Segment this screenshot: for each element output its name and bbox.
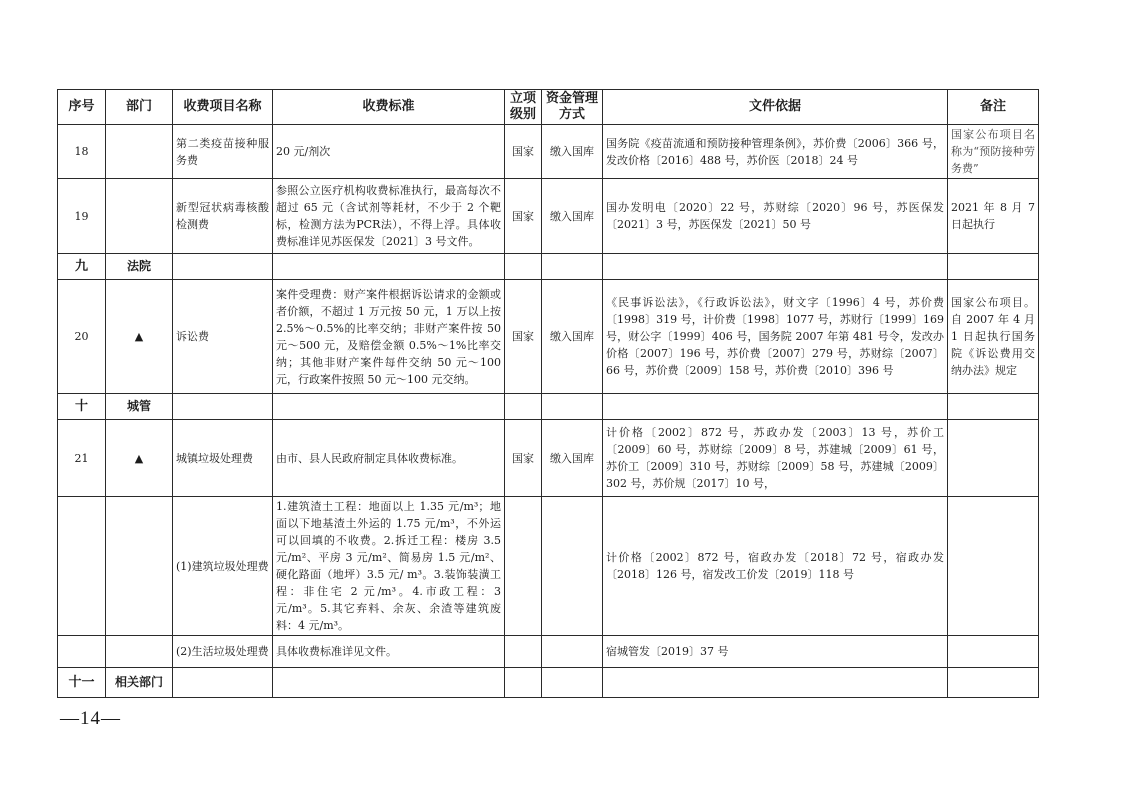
header-standard: 收费标准: [273, 90, 505, 125]
page-number: —14—: [60, 708, 121, 729]
cell-no: [58, 497, 106, 636]
section-number: 十: [58, 394, 106, 420]
table-row: [58, 636, 1039, 668]
cell-item: (1)建筑垃圾处理费: [173, 497, 273, 636]
cell-level: 国家: [505, 420, 542, 497]
header-fund: 资金管理方式: [542, 90, 603, 125]
table-row: [58, 497, 1039, 636]
cell-standard: 20 元/剂次: [273, 125, 505, 179]
cell-fund: 缴入国库: [542, 125, 603, 179]
section-row: [58, 394, 1039, 420]
cell-remark: [948, 497, 1039, 636]
cell-level: 国家: [505, 179, 542, 254]
cell-no: 20: [58, 280, 106, 394]
header-remark: 备注: [948, 90, 1039, 125]
section-number: 九: [58, 254, 106, 280]
cell-basis: 《民事诉讼法》，《行政诉讼法》，财文字〔1996〕4 号，苏价费〔1998〕319 号，计价费〔1998〕1077 号，苏财行〔1999〕169 号，财公字〔1999〕406 号，国务院 2007 年第 481 号令，发改办价格〔2007〕196 号，苏价费〔2007〕279 号，苏财综〔2007〕66 号，苏价费〔2009〕158 号，苏价费〔2010〕396 号: [603, 280, 948, 394]
section-name: 法院: [106, 254, 173, 280]
cell-basis: 计价格〔2002〕872 号，宿政办发〔2018〕72 号，宿政办发〔2018〕126 号，宿发改工价发〔2019〕118 号: [603, 497, 948, 636]
cell-no: 18: [58, 125, 106, 179]
cell-level: 国家: [505, 125, 542, 179]
cell-no: 21: [58, 420, 106, 497]
cell-level: 国家: [505, 280, 542, 394]
cell-item: 第二类疫苗接种服务费: [173, 125, 273, 179]
section-row: [58, 254, 1039, 280]
cell-fund: [542, 636, 603, 668]
cell-dept: ▲: [106, 420, 173, 497]
fee-table: [57, 89, 1039, 698]
cell-remark: 国家公布项目名称为“预防接种劳务费”: [948, 125, 1039, 179]
section-number: 十一: [58, 668, 106, 698]
header-no: 序号: [58, 90, 106, 125]
table-row: [58, 125, 1039, 179]
cell-item: 新型冠状病毒核酸检测费: [173, 179, 273, 254]
table-row: [58, 179, 1039, 254]
cell-dept: [106, 636, 173, 668]
cell-remark: [948, 420, 1039, 497]
cell-standard: 案件受理费：财产案件根据诉讼请求的金额或者价额，不超过 1 万元按 50 元，1 万以上按 2.5%～0.5%的比率交纳；非财产案件按 50 元～500 元，及赔偿金额 0.5%～1%比率交纳；其他非财产案件每件交纳 50 元～100 元，行政案件按照 50 元～100 元交纳。: [273, 280, 505, 394]
cell-remark: 国家公布项目。自 2007 年 4 月 1 日起执行国务院《诉讼费用交纳办法》规定: [948, 280, 1039, 394]
cell-standard: 具体收费标准详见文件。: [273, 636, 505, 668]
cell-basis: 宿城管发〔2019〕37 号: [603, 636, 948, 668]
header-level: 立项级别: [505, 90, 542, 125]
cell-standard: 由市、县人民政府制定具体收费标准。: [273, 420, 505, 497]
cell-no: 19: [58, 179, 106, 254]
cell-basis: 计价格〔2002〕872 号，苏政办发〔2003〕13 号，苏价工〔2009〕60 号，苏财综〔2009〕8 号，苏建城〔2009〕61 号，苏价工〔2009〕310 号，苏财综〔2009〕58 号，苏建城〔2009〕302 号，苏价规〔2017〕10 号，: [603, 420, 948, 497]
cell-standard: 1.建筑渣土工程：地面以上 1.35 元/m³；地面以下地基渣土外运的 1.75 元/m³，不外运可以回填的不收费。2.拆迁工程：楼房 3.5 元/m²、平房 3 元/m²、简易房 1.5 元/m²、硬化路面（地坪）3.5 元/ m³。3.装饰装潢工程：非住宅 2 元/m³。4.市政工程：3 元/m³。5.其它弃料、余灰、余渣等建筑废料：4 元/m³。: [273, 497, 505, 636]
cell-dept: [106, 125, 173, 179]
cell-level: [505, 636, 542, 668]
cell-fund: [542, 497, 603, 636]
cell-basis: 国务院《疫苗流通和预防接种管理条例》，苏价费〔2006〕366 号，发改价格〔2016〕488 号，苏价医〔2018〕24 号: [603, 125, 948, 179]
cell-dept: [106, 179, 173, 254]
section-name: 相关部门: [106, 668, 173, 698]
header-row: [58, 90, 1039, 125]
header-dept: 部门: [106, 90, 173, 125]
cell-fund: 缴入国库: [542, 179, 603, 254]
cell-dept: ▲: [106, 280, 173, 394]
cell-item: (2)生活垃圾处理费: [173, 636, 273, 668]
cell-no: [58, 636, 106, 668]
cell-basis: 国办发明电〔2020〕22 号，苏财综〔2020〕96 号，苏医保发〔2021〕3 号，苏医保发〔2021〕50 号: [603, 179, 948, 254]
cell-standard: 参照公立医疗机构收费标准执行，最高每次不超过 65 元（含试剂等耗材，不少于 2 个靶标，检测方法为PCR法），不得上浮。具体收费标准详见苏医保发〔2021〕3 号文件。: [273, 179, 505, 254]
header-item: 收费项目名称: [173, 90, 273, 125]
cell-fund: 缴入国库: [542, 280, 603, 394]
cell-remark: [948, 636, 1039, 668]
section-name: 城管: [106, 394, 173, 420]
cell-level: [505, 497, 542, 636]
cell-item: 城镇垃圾处理费: [173, 420, 273, 497]
table-row: [58, 420, 1039, 497]
cell-fund: 缴入国库: [542, 420, 603, 497]
section-row: [58, 668, 1039, 698]
table-row: [58, 280, 1039, 394]
header-basis: 文件依据: [603, 90, 948, 125]
cell-item: 诉讼费: [173, 280, 273, 394]
cell-dept: [106, 497, 173, 636]
cell-remark: 2021 年 8 月 7 日起执行: [948, 179, 1039, 254]
